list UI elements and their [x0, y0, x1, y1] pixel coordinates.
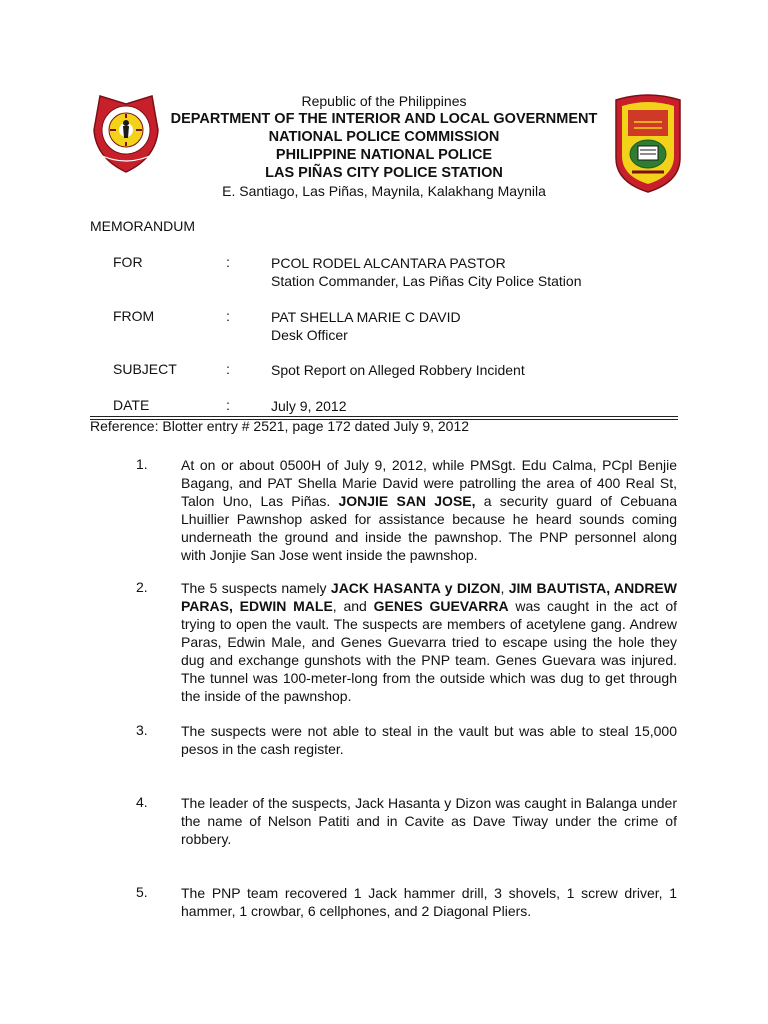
- from-colon: :: [226, 308, 230, 324]
- header-department: DEPARTMENT OF THE INTERIOR AND LOCAL GOVERNMENT: [170, 111, 598, 127]
- item-5-text: The PNP team recovered 1 Jack hammer drill, 3 shovels, 1 screw driver, 1 hammer, 1 crowbar, 6 cellphones, and 2 Diagonal Pliers.: [181, 885, 677, 919]
- item-2-text: [181, 579, 677, 705]
- item-4-text: The leader of the suspects, Jack Hasanta y Dizon was caught in Balanga under the name of Nelson Patiti and in Cavite as Dave Tiway under the crime of robbery.: [181, 795, 677, 847]
- header-pnp: PHILIPPINE NATIONAL POLICE: [275, 147, 493, 163]
- subject-colon: :: [226, 361, 230, 377]
- from-value: [271, 308, 461, 344]
- las-pinas-police-seal-logo: [610, 92, 686, 194]
- item-2-text-a: The 5 suspects namely: [181, 580, 331, 596]
- for-name: PCOL RODEL ALCANTARA PASTOR: [271, 255, 506, 271]
- header-commission: NATIONAL POLICE COMMISSION: [268, 129, 500, 145]
- for-title: Station Commander, Las Piñas City Police Station: [271, 273, 582, 289]
- divider-line-top: [90, 416, 678, 417]
- header-station: LAS PIÑAS CITY POLICE STATION: [265, 165, 503, 181]
- from-name: PAT SHELLA MARIE C DAVID: [271, 309, 461, 325]
- item-2-bold-names: JIM BAUTISTA, ANDREW PARAS, EDWIN MALE: [181, 580, 677, 614]
- item-1-text: [181, 456, 677, 564]
- item-2-bold-name-1: JACK HASANTA y DIZON: [330, 580, 501, 596]
- for-key: FOR: [113, 254, 143, 270]
- memorandum-label: MEMORANDUM: [90, 218, 195, 234]
- date-key: DATE: [113, 397, 150, 413]
- item-2-number: 2.: [136, 579, 148, 595]
- item-2-text-d: was caught in the act of trying to open the vault. The suspects are members of acetylene gang. Andrew Paras, Edwin Male, and Genes Guevarra tried to escape using the hole they dug and exchange gunshots with the PNP team. Genes Guevara was injured. The tunnel was 100-meter-long from the outside which was dug to get through the inside of the pawnshop.: [181, 598, 678, 704]
- item-4-number: 4.: [136, 794, 148, 810]
- header-republic: Republic of the Philippines: [301, 93, 467, 109]
- pnp-seal-logo: [90, 90, 162, 176]
- header-address: E. Santiago, Las Piñas, Maynila, Kalakhang Maynila: [222, 183, 546, 199]
- subject-key: SUBJECT: [113, 361, 177, 377]
- subject-value: Spot Report on Alleged Robbery Incident: [271, 362, 525, 378]
- item-2-text-b: ,: [500, 580, 509, 596]
- item-1-bold-name: JONJIE SAN JOSE,: [338, 493, 476, 509]
- date-value: July 9, 2012: [271, 398, 347, 414]
- letterhead: [160, 93, 608, 200]
- from-key: FROM: [113, 308, 155, 324]
- item-1-number: 1.: [136, 456, 148, 472]
- item-2-bold-name-last: GENES GUEVARRA: [373, 598, 509, 614]
- item-1-text-b: a security guard of Cebuana Lhuillier Pawnshop asked for assistance because he heard sounds coming underneath the ground and inside the pawnshop. The PNP personnel along with Jonjie San Jose went inside the pawnshop.: [181, 493, 677, 563]
- for-value: [271, 254, 582, 290]
- item-3-text: The suspects were not able to steal in the vault but was able to steal 15,000 pesos in the cash register.: [181, 723, 677, 757]
- for-colon: :: [226, 254, 230, 270]
- reference-line: Reference: Blotter entry # 2521, page 172 dated July 9, 2012: [90, 418, 470, 434]
- item-3-number: 3.: [136, 722, 148, 738]
- date-colon: :: [226, 397, 230, 413]
- from-title: Desk Officer: [271, 327, 348, 343]
- item-2-text-c: , and: [332, 598, 374, 614]
- item-5-number: 5.: [136, 884, 148, 900]
- item-1-text-a: At on or about 0500H of July 9, 2012, while PMSgt. Edu Calma, PCpl Benjie Bagang, and PAT Shella Marie David were patrolling the area of 400 Real St, Talon Uno, Las Piñas.: [181, 457, 677, 509]
